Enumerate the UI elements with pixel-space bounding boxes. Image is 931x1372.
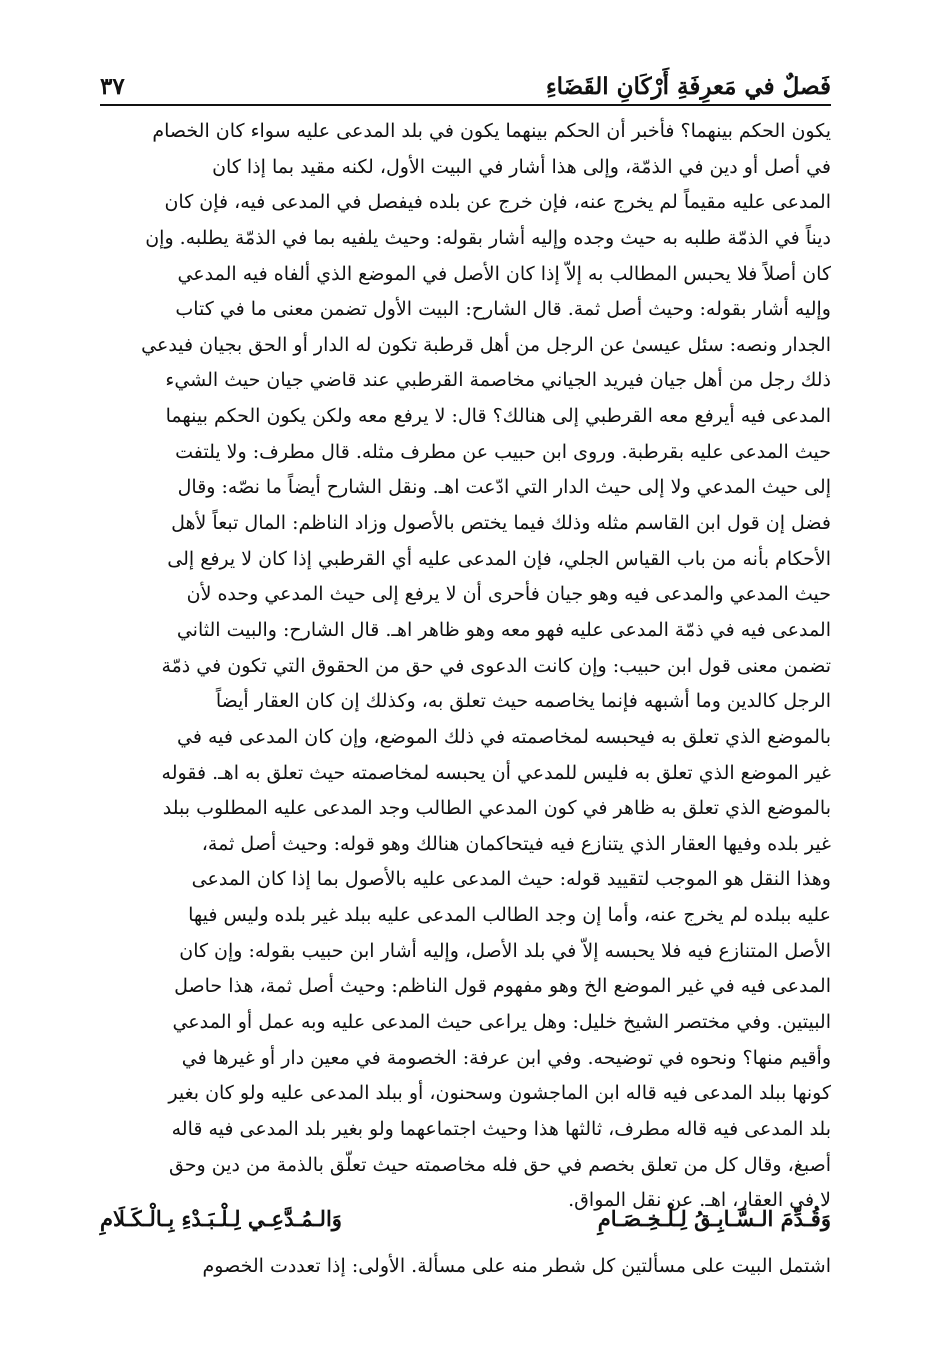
text-line: الأصل المتنازع فيه فلا يحبسه إلاّ في بلد الأصل، وإليه أشار ابن حبيب بقوله: وإن كان	[179, 939, 831, 962]
verse-line	[100, 1206, 831, 1242]
text-line: المدعى عليه مقيماً لم يخرج عنه، فإن خرج عن بلده فيفصل في المدعى فيه، فإن كان	[164, 191, 831, 214]
header-rule	[100, 104, 831, 106]
verse-second-half: وَالـمُـدَّعِـي لِـلْـبَـدْءِ بِـالْـكَـلَامِ	[100, 1206, 342, 1231]
text-line: وهذا النقل هو الموجب لتقييد قوله: حيث المدعى عليه بالأصول بما إذا كان المدعى	[191, 868, 831, 891]
text-line: تضمن معنى قول ابن حبيب: وإن كانت الدعوى في حق من الحقوق التي تكون في ذمّة	[161, 654, 831, 677]
text-line: ذلك رجل من أهل جيان فيريد الجياني مخاصمة القرطبي عند قاضي جيان حيث الشيء	[165, 369, 831, 392]
text-line: الجدار ونصه: سئل عيسىٰ عن الرجل من أهل قرطبة تكون له الدار أو الحق بجيان فيدعي	[141, 333, 831, 356]
text-line: لا في العقار، اهـ. عن نقل المواق.	[568, 1189, 831, 1212]
text-line: غير بلده وفيها العقار الذي يتنازع فيه فيتحاكمان هنالك وهو قوله: وحيث أصل ثمة،	[201, 832, 831, 855]
text-line: وإليه أشار بقوله: وحيث أصل ثمة. قال الشارح: البيت الأول تضمن معنى ما في كتاب	[175, 298, 831, 321]
text-line: يكون الحكم بينهما؟ فأخبر أن الحكم بينهما يكون في بلد المدعى عليه سواء كان الخصام	[152, 120, 831, 142]
text-line: بالموضع الذي تعلق به فيحبسه لمخاصمته في ذلك الموضع، وإن كان المدعى فيه في	[177, 725, 831, 748]
text-line: كان أصلاً فلا يحبس المطالب به إلاّ إذا كان الأصل في الموضع الذي ألفاه فيه المدعي	[177, 262, 831, 285]
text-line: المدعى فيه في غير الموضع الخ وهو مفهوم قول الناظم: وحيث أصل ثمة، هذا حاصل	[174, 975, 831, 998]
text-line: في أصل أو دين في الذمّة، وإلى هذا أشار في البيت الأول، لكنه مقيد بما إذا كان	[212, 155, 831, 178]
text-line: بالموضع الذي تعلق به ظاهر في كون المدعي الطالب وجد المدعى عليه المطلوب ببلد	[162, 797, 831, 820]
text-line: كونها ببلد المدعى فيه قاله ابن الماجشون وسحنون، أو ببلد المدعى عليه ولو كان بغير	[168, 1082, 831, 1105]
text-line: الأحكام بأنه من باب القياس الجلي، فإن المدعى عليه أي القرطبي إذا كان لا يرفع إلى	[167, 547, 831, 570]
verse-first-half: وَقُـدِّمَ الـسَّـابِـقُ لِـلْـخِـصَـامِ	[597, 1206, 831, 1231]
chapter-title: فَصلٌ في مَعرِفَةِ أَرْكَانِ القَضَاءِ	[545, 73, 831, 100]
page-header	[100, 60, 831, 100]
text-line: المدعى فيه في ذمّة المدعى عليه فهو معه وهو ظاهر اهـ. قال الشارح: والبيت الثاني	[176, 618, 831, 641]
body-text	[100, 114, 831, 1219]
text-line: غير الموضع الذي تعلق به فليس للمدعي أن يحبسه لمخاصمته حيث تعلق به اهـ. فقوله	[161, 761, 831, 784]
text-line: عليه ببلده لم يخرج عنه، وأما إن وجد الطالب المدعى عليه ببلد غير بلده وليس فيها	[188, 904, 831, 927]
text-line: إلى حيث المدعي ولا إلى حيث الدار التي ادّعت اهـ. ونقل الشارح أيضاً ما نصّه: وقال	[177, 476, 831, 499]
text-line: حيث المدعى عليه بقرطبة. وروى ابن حبيب عن مطرف مثله. قال مطرف: ولا يلتفت	[175, 440, 831, 463]
text-line: فضل إن قول ابن القاسم مثله وذلك فيما يختص بالأصول وزاد الناظم: المال تبعاً لأهل	[171, 512, 831, 535]
text-line: اشتمل البيت على مسألتين كل شطر منه على مسألة. الأولى: إذا تعددت الخصوم	[202, 1255, 831, 1277]
text-line: المدعى فيه أيرفع معه القرطبي إلى هنالك؟ قال: لا يرفع معه ولكن يكون الحكم بينهما	[165, 405, 831, 428]
text-line: ديناً في الذمّة طلبه به حيث وجده وإليه أشار بقوله: وحيث يلفيه بما في الذمّة يطلبه. وإن	[145, 226, 831, 249]
text-line: وأقيم منها؟ ونحوه في توضيحه. وفي ابن عرفة: الخصومة في معين دار أو غيرها في	[181, 1046, 831, 1069]
commentary-start	[100, 1249, 831, 1285]
text-line: البيتين. وفي مختصر الشيخ خليل: وهل يراعى حيث المدعى عليه وبه عمل أو المدعي	[172, 1011, 831, 1034]
text-line: أصبغ، وقال كل من تعلق بخصم في حق فله مخاصمته حيث تعلّق بالذمة من دين وحق	[168, 1153, 831, 1176]
text-line: الرجل كالدين وما أشبهه فإنما يخاصمه حيث تعلق به، وكذلك إن كان العقار أيضاً	[215, 690, 831, 713]
page-number: ٣٧	[100, 73, 125, 100]
text-line: بلد المدعى فيه قاله مطرف، ثالثها هذا وحيث اجتماعهما ولو بغير بلد المدعى فيه قاله	[171, 1117, 831, 1140]
text-line: حيث المدعي والمدعى فيه وهو جيان فأحرى أن لا يرفع إلى حيث المدعي وحده لأن	[186, 583, 831, 606]
